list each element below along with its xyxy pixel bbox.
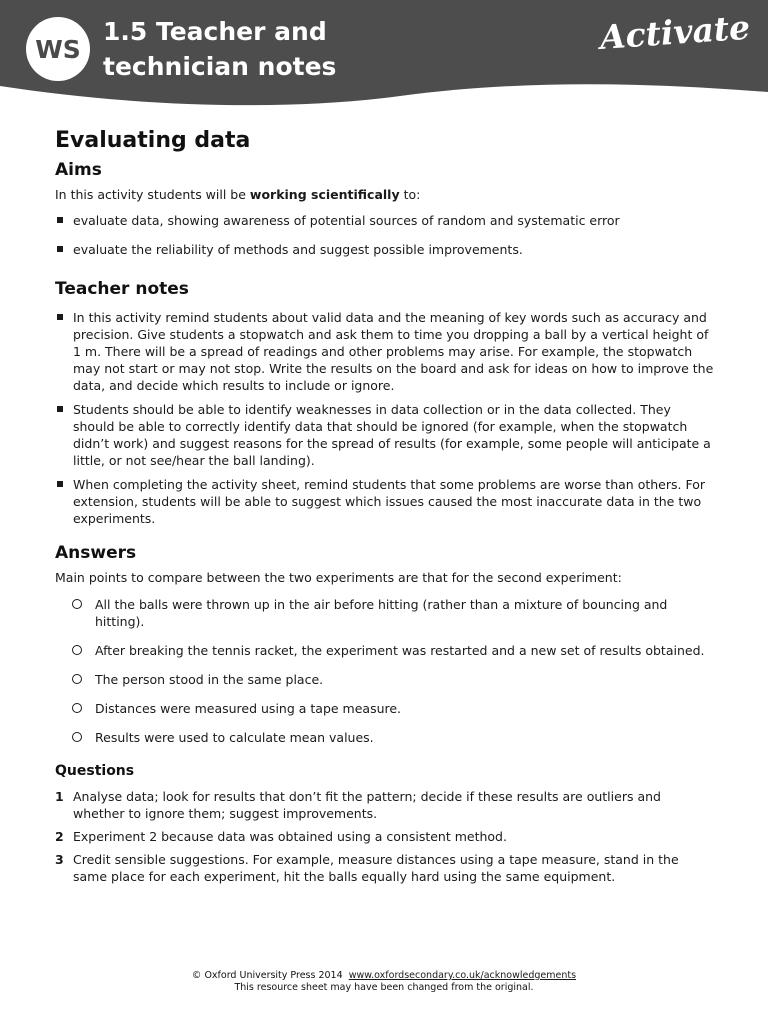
circle-bullet-icon bbox=[72, 599, 82, 609]
answers-item-text: Results were used to calculate mean values. bbox=[95, 730, 374, 745]
page-title: Evaluating data bbox=[55, 128, 251, 153]
circle-bullet-icon bbox=[72, 674, 82, 684]
circle-bullet-icon bbox=[72, 645, 82, 655]
answers-item bbox=[55, 729, 715, 746]
square-bullet-icon bbox=[57, 406, 63, 412]
square-bullet-icon bbox=[57, 481, 63, 487]
aims-list bbox=[55, 212, 715, 258]
aims-item bbox=[55, 241, 715, 258]
teacher-notes-item bbox=[55, 476, 715, 527]
teacher-notes-list bbox=[55, 309, 715, 527]
header-title bbox=[103, 14, 433, 84]
answers-item bbox=[55, 700, 715, 717]
aims-intro-after: to: bbox=[399, 187, 421, 202]
answers-item bbox=[55, 671, 715, 688]
worksheet-badge: WS bbox=[26, 17, 90, 81]
square-bullet-icon bbox=[57, 217, 63, 223]
square-bullet-icon bbox=[57, 314, 63, 320]
aims-intro-before: In this activity students will be bbox=[55, 187, 250, 202]
footer-copyright: © Oxford University Press 2014 bbox=[191, 970, 343, 981]
answers-item-text: All the balls were thrown up in the air before hitting (rather than a mixture of bouncing and hitting). bbox=[95, 597, 668, 629]
brand-logo: Activate bbox=[598, 7, 752, 57]
footer-note: This resource sheet may have been changed from the original. bbox=[234, 982, 534, 993]
answers-item-text: After breaking the tennis racket, the experiment was restarted and a new set of results obtained. bbox=[95, 643, 705, 658]
teacher-notes-item-text: In this activity remind students about valid data and the meaning of key words such as accuracy and precision. Give students a stopwatch and ask them to time you dropping a ball by a vertical height of 1 m. There will be a spread of readings and other problems may arise. For example, the stopwatch may not start or may not stop. Write the results on the board and ask for ideas on how to improve the data, and decide which results to include or ignore. bbox=[73, 310, 714, 393]
aims-intro-bold: working scientifically bbox=[249, 187, 400, 202]
aims-item bbox=[55, 212, 715, 229]
main-content bbox=[55, 127, 715, 885]
square-bullet-icon bbox=[57, 246, 63, 252]
aims-intro bbox=[55, 186, 715, 203]
teacher-notes-item-text: When completing the activity sheet, remind students that some problems are worse than others. For extension, students will be able to suggest which issues caused the most inaccurate data in the two experiments. bbox=[73, 477, 705, 526]
answers-item-text: The person stood in the same place. bbox=[95, 672, 324, 687]
answers-list bbox=[55, 596, 715, 746]
question-number: 1 bbox=[55, 789, 64, 804]
aims-item-text: evaluate data, showing awareness of potential sources of random and systematic error bbox=[73, 213, 620, 228]
page-footer bbox=[0, 970, 768, 994]
header-title-line-2: technician notes bbox=[103, 52, 337, 81]
question-answer-text: Credit sensible suggestions. For example, measure distances using a tape measure, stand in the same place for each experiment, hit the balls equally hard using the same equipment. bbox=[73, 852, 679, 884]
questions-list bbox=[55, 788, 715, 885]
page-header bbox=[0, 0, 768, 116]
footer-line-1 bbox=[0, 970, 768, 982]
question-number: 3 bbox=[55, 852, 64, 867]
circle-bullet-icon bbox=[72, 732, 82, 742]
teacher-notes-item-text: Students should be able to identify weaknesses in data collection or in the data collected. They should be able to correctly identify data that should be ignored (for example, when the stopwatch didn’t work) and suggest reasons for the spread of results (for example, some people will anticipate a little, or not see/hear the ball landing). bbox=[73, 402, 711, 468]
question-answer-item bbox=[55, 851, 715, 885]
aims-heading: Aims bbox=[55, 160, 102, 180]
teacher-notes-item bbox=[55, 401, 715, 469]
question-answer-text: Analyse data; look for results that don’t fit the pattern; decide if these results are outliers and whether to ignore them; suggest improvements. bbox=[73, 789, 661, 821]
answers-item bbox=[55, 642, 715, 659]
teacher-notes-heading: Teacher notes bbox=[55, 279, 189, 299]
acknowledgements-link[interactable]: www.oxfordsecondary.co.uk/acknowledgements bbox=[348, 970, 577, 981]
answers-item bbox=[55, 596, 715, 630]
answers-intro: Main points to compare between the two experiments are that for the second experiment: bbox=[55, 570, 622, 585]
answers-heading: Answers bbox=[55, 543, 137, 563]
question-answer-item bbox=[55, 788, 715, 822]
teacher-notes-item bbox=[55, 309, 715, 394]
question-answer-text: Experiment 2 because data was obtained using a consistent method. bbox=[73, 829, 507, 844]
question-number: 2 bbox=[55, 829, 64, 844]
header-title-line-1: 1.5 Teacher and bbox=[103, 17, 327, 46]
question-answer-item bbox=[55, 828, 715, 845]
circle-bullet-icon bbox=[72, 703, 82, 713]
aims-item-text: evaluate the reliability of methods and suggest possible improvements. bbox=[73, 242, 523, 257]
questions-heading: Questions bbox=[55, 763, 135, 779]
answers-item-text: Distances were measured using a tape measure. bbox=[95, 701, 402, 716]
